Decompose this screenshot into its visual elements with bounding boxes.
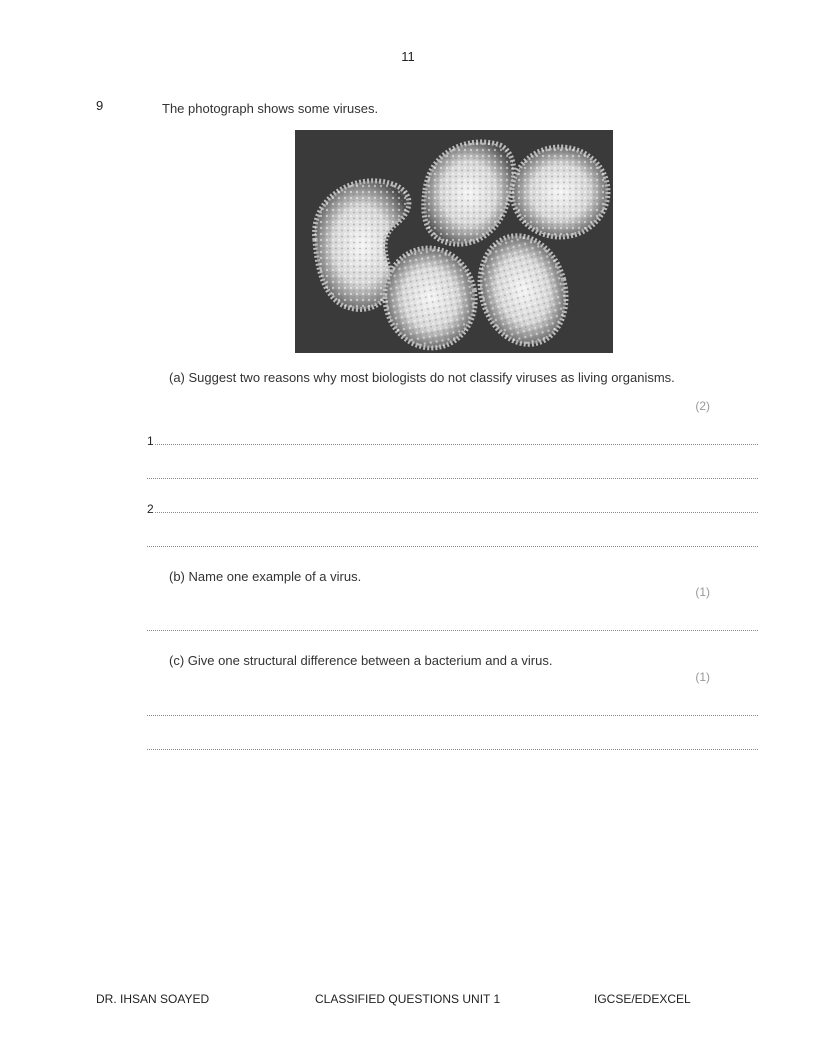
part-b-question: (b) Name one example of a virus. bbox=[169, 569, 362, 584]
footer-title: CLASSIFIED QUESTIONS UNIT 1 bbox=[315, 992, 501, 1006]
part-a-marks: (2) bbox=[695, 399, 710, 413]
answer-line-number-1: 1 bbox=[147, 434, 154, 448]
part-c-marks: (1) bbox=[695, 670, 710, 684]
answer-line-c1[interactable] bbox=[147, 715, 758, 716]
answer-line-number-2: 2 bbox=[147, 502, 154, 516]
answer-line-c2[interactable] bbox=[147, 749, 758, 750]
answer-line-a1[interactable] bbox=[155, 444, 758, 445]
page-number: 11 bbox=[401, 49, 415, 64]
answer-line-b[interactable] bbox=[147, 630, 758, 631]
question-number: 9 bbox=[96, 98, 104, 113]
part-a-question: (a) Suggest two reasons why most biologists do not classify viruses as living organisms. bbox=[169, 370, 675, 385]
virus-photograph bbox=[295, 130, 613, 353]
virus-micrograph-icon bbox=[295, 130, 613, 353]
question-intro: The photograph shows some viruses. bbox=[162, 101, 379, 116]
part-b-marks: (1) bbox=[695, 585, 710, 599]
virus-particle-3 bbox=[512, 147, 608, 237]
part-c-question: (c) Give one structural difference between a bacterium and a virus. bbox=[169, 653, 553, 668]
answer-line-a1-cont[interactable] bbox=[147, 478, 758, 479]
answer-line-a2-cont[interactable] bbox=[147, 546, 758, 547]
footer-board: IGCSE/EDEXCEL bbox=[594, 992, 691, 1006]
footer-author: DR. IHSAN SOAYED bbox=[96, 992, 210, 1006]
answer-line-a2[interactable] bbox=[155, 512, 758, 513]
